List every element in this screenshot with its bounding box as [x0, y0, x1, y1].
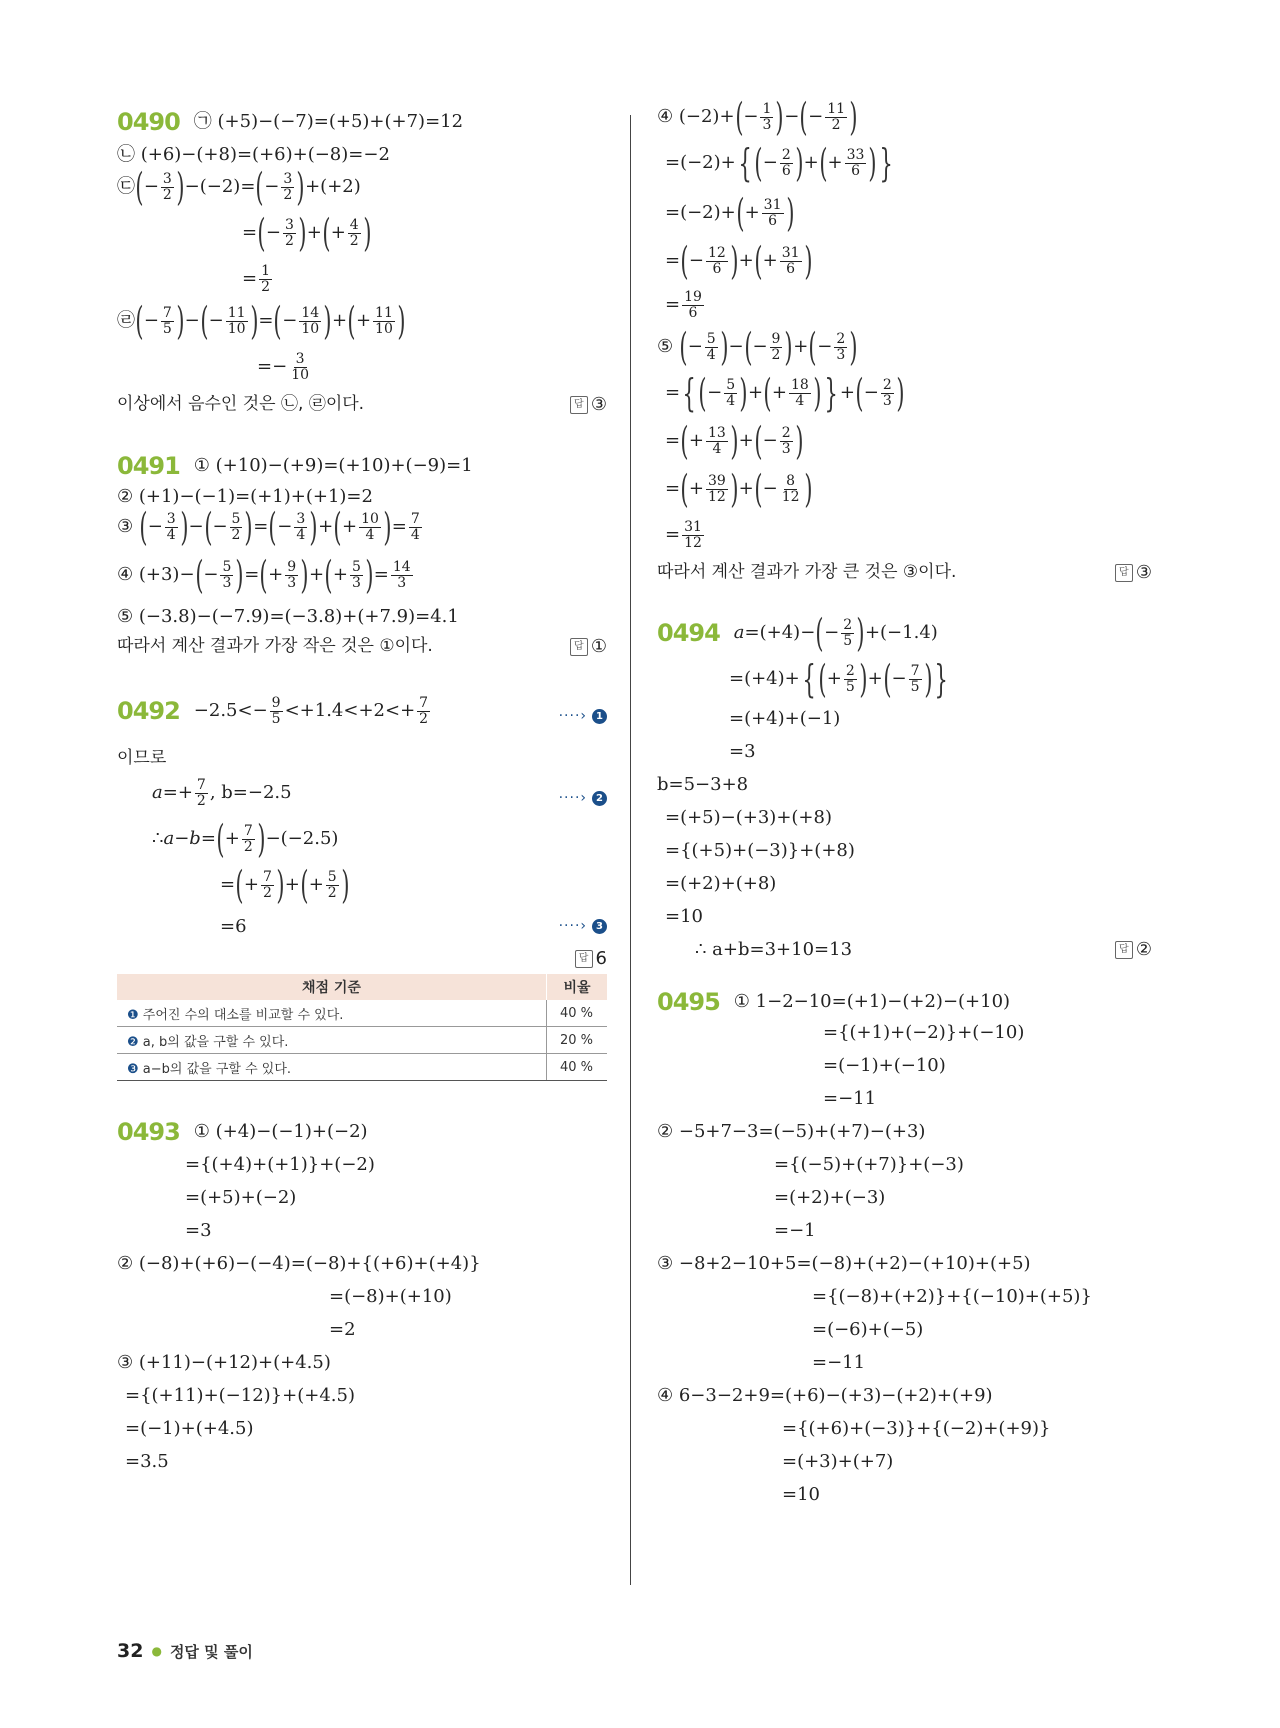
- problem-0493-line-13: =(−2)+ { ( − $\frac{2}{6}$ ) + ( + $\frac{33}{6}$ ) }: [665, 141, 894, 185]
- problem-0490-line-d2: = − $\frac{3}{10}$: [257, 351, 310, 383]
- problem-0495-line-7: =(+2)+(−3): [774, 1187, 886, 1208]
- problem-0492-line-ab: a =+ $\frac{7}{2}$ , b=−2.5: [152, 777, 292, 809]
- problem-0490-line-d1: ㉣ ( − $\frac{7}{5}$ ) − ( − $\frac{11}{10}$ ) = ( − $\frac{14}{10}$ ) + ( + $\frac{11}{10}$ ): [117, 299, 406, 343]
- problem-number: 0491: [117, 452, 180, 480]
- problem-0494-line-10: ∴ a+b=3+10=13: [695, 939, 853, 960]
- problem-0492-then: 이므로: [117, 748, 167, 768]
- problem-0492-line-sub2: = ( + $\frac{7}{2}$ ) + ( + $\frac{5}{2}$ ): [220, 863, 350, 907]
- problem-0495-line-3: =(−1)+(−10): [823, 1055, 946, 1076]
- problem-0493-line-18: = { ( − $\frac{5}{4}$ ) + ( + $\frac{18}{4}$ ) } + ( − $\frac{2}{3}$ ): [665, 371, 905, 415]
- problem-0493-line-4: =3: [185, 1220, 212, 1241]
- problem-0494-line-3: =(+4)+(−1): [729, 708, 841, 729]
- problem-0490-line-c2: = ( − $\frac{3}{2}$ ) + ( + $\frac{4}{2}$ ): [242, 211, 372, 255]
- grading-table: [117, 974, 607, 1081]
- problem-0494-line-2: =(+4)+ { ( + $\frac{2}{5}$ ) + ( − $\frac{7}{5}$ ) }: [729, 657, 949, 701]
- answer-0491: 답 ①: [570, 636, 607, 657]
- problem-0493-line-16: = $\frac{19}{6}$: [665, 289, 702, 321]
- problem-0493-line-7: =2: [329, 1319, 356, 1340]
- step-marker-1: ····› 1: [559, 708, 607, 724]
- page-footer: [117, 1640, 253, 1662]
- page-number: 32: [117, 1640, 144, 1662]
- answer-0494: 답 ②: [1115, 939, 1152, 960]
- problem-0493-line-15: = ( − $\frac{12}{6}$ ) + ( + $\frac{31}{6}$ ): [665, 239, 813, 283]
- problem-0493-line-5: ② (−8)+(+6)−(−4)=(−8)+{(+6)+(+4)}: [117, 1253, 481, 1274]
- problem-0493-line-11: =3.5: [125, 1451, 169, 1472]
- problem-0493-line-6: =(−8)+(+10): [329, 1286, 452, 1307]
- problem-0491-line-1: 0491 ① (+10)−(+9)=(+10)+(−9)=1: [117, 452, 473, 480]
- problem-0492-line-1: 0492 −2.5<− $\frac{9}{5}$ <+1.4<+2<+ $\frac{7}{2}$: [117, 695, 429, 727]
- answer-0490: 답 ③: [570, 394, 607, 415]
- problem-0493-line-2: ={(+4)+(+1)}+(−2): [185, 1154, 375, 1175]
- table-row: ❷ a, b의 값을 구할 수 있다. 20 %: [117, 1027, 607, 1054]
- problem-0495-line-8: =−1: [774, 1220, 816, 1241]
- answer-0492: 답 6: [575, 948, 607, 969]
- problem-0495-line-4: =−11: [823, 1088, 877, 1109]
- problem-0493-line-1: 0493 ① (+4)−(−1)+(−2): [117, 1118, 368, 1146]
- problem-0493-line-14: =(−2)+ ( + $\frac{31}{6}$ ): [665, 191, 794, 235]
- problem-0490-line-a: 0490 ㉠ (+5)−(−7)=(+5)+(+7)=12: [117, 108, 464, 136]
- answer-0493: 답 ③: [1115, 562, 1152, 583]
- problem-0494-line-6: =(+5)−(+3)+(+8): [665, 807, 832, 828]
- problem-0495-line-1: 0495 ① 1−2−10=(+1)−(+2)−(+10): [657, 988, 1011, 1016]
- table-row: ❸ a−b의 값을 구할 수 있다. 40 %: [117, 1054, 607, 1081]
- problem-0495-line-14: ={(+6)+(−3)}+{(−2)+(+9)}: [782, 1418, 1051, 1439]
- problem-0491-conclusion: 따라서 계산 결과가 가장 작은 것은 ①이다.: [117, 636, 433, 656]
- problem-0490-line-b: ㉡ (+6)−(+8)=(+6)+(−8)=−2: [117, 144, 390, 165]
- problem-0493-line-10: =(−1)+(+4.5): [125, 1418, 254, 1439]
- problem-0492-line-sub1: ∴ a − b = ( + $\frac{7}{2}$ ) −(−2.5): [152, 817, 339, 861]
- problem-0491-line-3: ③ ( − $\frac{3}{4}$ ) − ( − $\frac{5}{2}$ ) = ( − $\frac{3}{4}$ ) + ( + $\frac{10}{4}$ ) = $\frac{7}{4}$: [117, 505, 420, 549]
- grading-header-ratio: 비율: [547, 974, 608, 1000]
- step-marker-3: ····› 3: [559, 918, 607, 934]
- problem-0493-conclusion: 따라서 계산 결과가 가장 큰 것은 ③이다.: [657, 562, 957, 582]
- problem-0495-line-10: ={(−8)+(+2)}+{(−10)+(+5)}: [812, 1286, 1092, 1307]
- problem-0495-line-11: =(−6)+(−5): [812, 1319, 924, 1340]
- problem-0494-line-4: =3: [729, 741, 756, 762]
- problem-0495-line-16: =10: [782, 1484, 820, 1505]
- answer-icon: 답: [1115, 941, 1133, 959]
- answer-icon: 답: [575, 950, 593, 968]
- grading-header-criteria: 채점 기준: [117, 974, 547, 1000]
- problem-0494-line-1: 0494 a =(+4)− ( − $\frac{2}{5}$ ) +(−1.4): [657, 611, 938, 655]
- problem-0493-line-3: =(+5)+(−2): [185, 1187, 297, 1208]
- problem-0491-line-5: ⑤ (−3.8)−(−7.9)=(−3.8)+(+7.9)=4.1: [117, 606, 459, 627]
- problem-number: 0490: [117, 108, 180, 136]
- problem-0495-line-5: ② −5+7−3=(−5)+(+7)−(+3): [657, 1121, 926, 1142]
- problem-0493-line-19: = ( + $\frac{13}{4}$ ) + ( − $\frac{2}{3}$ ): [665, 419, 804, 463]
- problem-0491-line-2: ② (+1)−(−1)=(+1)+(+1)=2: [117, 486, 373, 507]
- problem-0495-line-9: ③ −8+2−10+5=(−8)+(+2)−(+10)+(+5): [657, 1253, 1031, 1274]
- problem-0495-line-12: =−11: [812, 1352, 866, 1373]
- problem-number: 0492: [117, 697, 180, 726]
- problem-0491-line-4: ④ (+3)− ( − $\frac{5}{3}$ ) = ( + $\frac{9}{3}$ ) + ( + $\frac{5}{3}$ ) = $\frac{14}{3}$: [117, 553, 411, 597]
- problem-0493-line-12: ④ (−2)+ ( − $\frac{1}{3}$ ) − ( − $\frac{11}{2}$ ): [657, 95, 858, 139]
- problem-0492-line-sub3: =6: [220, 916, 247, 937]
- problem-0490-line-c3: = $\frac{1}{2}$: [242, 263, 271, 295]
- answer-icon: 답: [570, 638, 588, 656]
- problem-0495-line-13: ④ 6−3−2+9=(+6)−(+3)−(+2)+(+9): [657, 1385, 993, 1406]
- problem-0494-line-8: =(+2)+(+8): [665, 873, 777, 894]
- problem-0490-line-c1: ㉢ ( − $\frac{3}{2}$ ) −(−2)= ( − $\frac{3}{2}$ ) +(+2): [117, 165, 361, 209]
- problem-0493-line-21: = $\frac{31}{12}$: [665, 519, 702, 551]
- problem-0495-line-2: ={(+1)+(−2)}+(−10): [823, 1022, 1025, 1043]
- problem-0495-line-6: ={(−5)+(+7)}+(−3): [774, 1154, 964, 1175]
- problem-0493-line-8: ③ (+11)−(+12)+(+4.5): [117, 1352, 331, 1373]
- problem-0493-line-20: = ( + $\frac{39}{12}$ ) + ( − $\frac{8}{12}$ ): [665, 467, 813, 511]
- problem-number: 0494: [657, 619, 720, 648]
- problem-0494-line-5: b=5−3+8: [657, 774, 749, 795]
- problem-0490-conclusion: 이상에서 음수인 것은 ㉡, ㉣이다.: [117, 394, 365, 414]
- answer-icon: 답: [570, 396, 588, 414]
- problem-0495-line-15: =(+3)+(+7): [782, 1451, 894, 1472]
- problem-0494-line-9: =10: [665, 906, 703, 927]
- footer-dot-icon: ●: [151, 1644, 162, 1658]
- problem-0494-line-7: ={(+5)+(−3)}+(+8): [665, 840, 855, 861]
- answer-icon: 답: [1115, 564, 1133, 582]
- problem-number: 0493: [117, 1118, 180, 1146]
- table-row: ❶ 주어진 수의 대소를 비교할 수 있다. 40 %: [117, 1000, 607, 1027]
- column-divider: [630, 115, 631, 1585]
- step-marker-2: ····› 2: [559, 790, 607, 806]
- problem-0493-line-9: ={(+11)+(−12)}+(+4.5): [125, 1385, 355, 1406]
- footer-label: 정답 및 풀이: [169, 1642, 253, 1661]
- problem-number: 0495: [657, 988, 720, 1016]
- problem-0493-line-17: ⑤ ( − $\frac{5}{4}$ ) − ( − $\frac{9}{2}$ ) + ( − $\frac{2}{3}$ ): [657, 325, 858, 369]
